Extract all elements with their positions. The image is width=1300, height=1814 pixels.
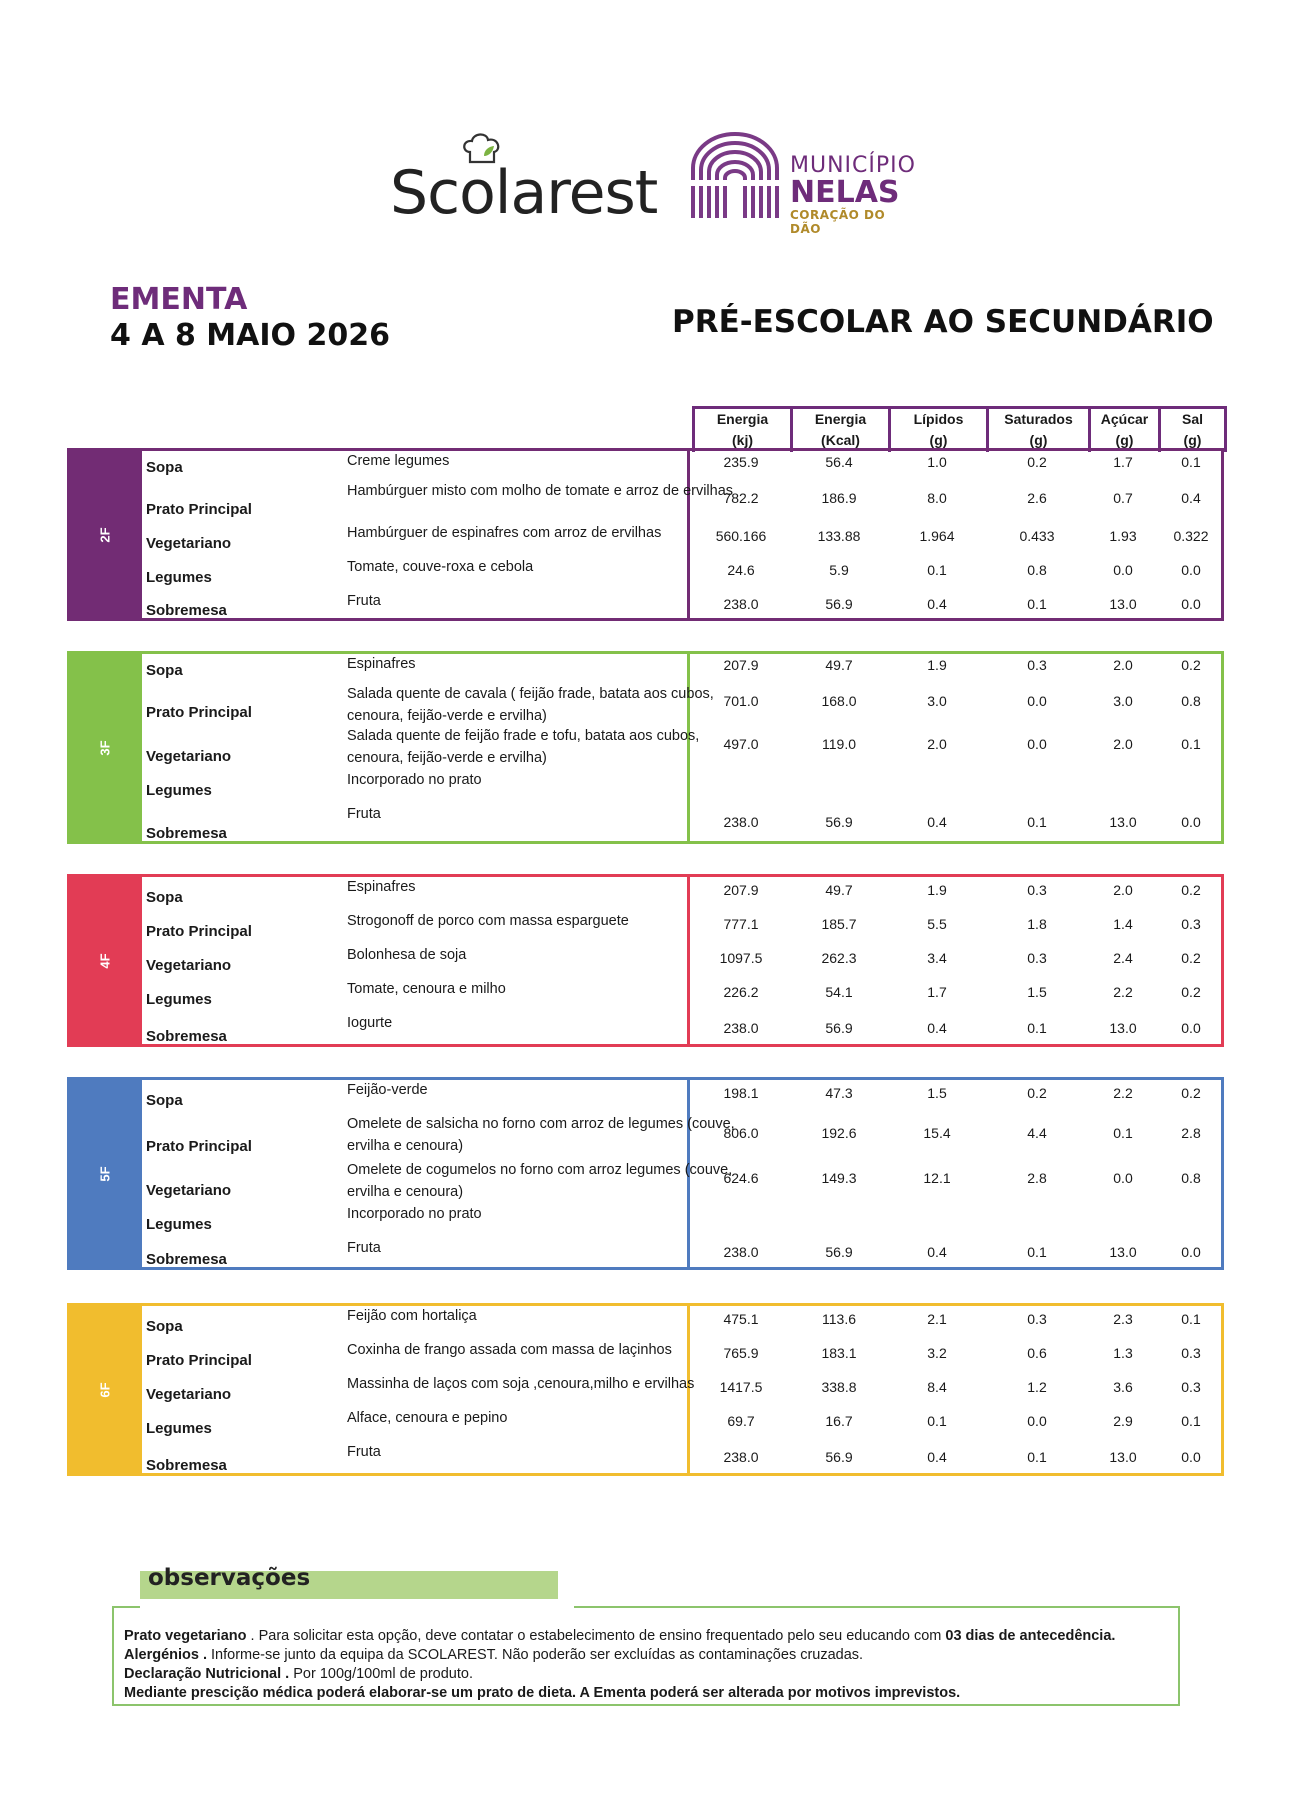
obs-line-dieta: Mediante prescição médica poderá elaborar-se um prato de dieta. A Ementa poderá ser alterada por motivos imprevistos.	[124, 1685, 961, 1701]
menu-row	[142, 1439, 1224, 1476]
meal-category: Vegetariano	[146, 535, 232, 552]
column-header-name: Sal	[1181, 411, 1203, 427]
nutrition-value: 1.9	[927, 882, 947, 898]
nutrition-value: 2.2	[1113, 984, 1133, 1000]
nutrition-value: 13.0	[1109, 595, 1137, 612]
nutrition-value: 0.0	[1113, 562, 1133, 578]
nutrition-value: 56.9	[825, 595, 853, 612]
nutrition-value: 0.1	[1027, 813, 1047, 830]
menu-row	[142, 1010, 1224, 1047]
nutrition-value: 56.9	[825, 1243, 853, 1260]
column-header-name: Energia	[814, 411, 867, 427]
obs-line-declaracao: Declaração Nutricional . Por 100g/100ml de produto.	[124, 1666, 473, 1682]
menu-row	[142, 723, 1224, 767]
nutrition-value: 0.1	[927, 1413, 947, 1429]
nutrition-value: 2.8	[1027, 1170, 1047, 1186]
nutrition-value: 0.2	[1181, 1085, 1201, 1101]
menu-row	[142, 1303, 1224, 1337]
nutrition-value: 54.1	[825, 984, 853, 1000]
nutrition-value: 12.1	[923, 1170, 951, 1186]
day-label: 5F	[97, 1165, 112, 1182]
nutrition-value: 149.3	[821, 1170, 857, 1186]
nelas-emblem-icon	[685, 128, 785, 224]
obs-line-alergenios: Alergénios . Informe-se junto da equipa da SCOLAREST. Não poderão ser excluídas as contaminações cruzadas.	[124, 1647, 864, 1663]
meal-category: Legumes	[146, 1420, 212, 1437]
nutrition-value: 0.8	[1181, 1170, 1201, 1186]
nutrition-value: 0.6	[1027, 1345, 1047, 1361]
menu-row	[142, 1201, 1224, 1235]
dish-name: Alface, cenoura e pepino	[347, 1410, 508, 1426]
nutrition-value: 192.6	[821, 1125, 857, 1141]
nutrition-value: 1.3	[1113, 1345, 1133, 1361]
column-header-unit: (g)	[1029, 432, 1048, 448]
nutrition-value: 765.9	[723, 1345, 759, 1361]
nutrition-value: 1.964	[919, 528, 955, 544]
nutrition-value: 0.1	[1181, 1413, 1201, 1429]
column-header	[989, 409, 1091, 452]
day-block	[67, 1303, 1224, 1476]
nutrition-value: 3.0	[927, 693, 947, 709]
dish-name: Hambúrguer de espinafres com arroz de ervilhas	[347, 525, 662, 541]
nutrition-value: 497.0	[723, 736, 759, 752]
nutrition-value: 1.7	[1113, 454, 1133, 470]
day-band	[67, 874, 142, 1047]
nutrition-value: 69.7	[727, 1413, 755, 1429]
nutrition-value: 0.1	[1113, 1125, 1133, 1141]
observacoes-heading: observações	[140, 1571, 558, 1599]
meal-category: Prato Principal	[146, 501, 252, 518]
nutrition-value: 0.3	[1027, 950, 1047, 966]
school-level: PRÉ-ESCOLAR AO SECUNDÁRIO	[672, 304, 1214, 340]
obs-line-vegetariano: Prato vegetariano . Para solicitar esta opção, deve contatar o estabelecimento de ensino frequentado pelo seu educando com 03 dias de antecedência.	[124, 1628, 1116, 1644]
nutrition-value: 782.2	[723, 490, 759, 506]
meal-category: Sopa	[146, 1092, 183, 1109]
nutrition-value: 0.322	[1173, 528, 1209, 544]
dish-name: Espinafres	[347, 879, 416, 895]
nutrition-value: 2.0	[1113, 657, 1133, 673]
meal-category: Sobremesa	[146, 1028, 227, 1045]
dish-name: Massinha de laços com soja ,cenoura,milho e ervilhas	[347, 1376, 695, 1392]
nutrition-value: 0.4	[927, 595, 947, 612]
dish-name: Fruta	[347, 1444, 381, 1460]
nutrition-value: 338.8	[821, 1379, 857, 1395]
menu-row	[142, 1077, 1224, 1111]
nutrition-value: 0.0	[1181, 562, 1201, 578]
meal-category: Vegetariano	[146, 957, 232, 974]
nutrition-column-header	[692, 406, 1227, 452]
column-header	[793, 409, 891, 452]
nutrition-value: 1097.5	[719, 950, 763, 966]
nutrition-value: 0.3	[1181, 1345, 1201, 1361]
nutrition-value: 1.5	[1027, 984, 1047, 1000]
nelas-wordmark: MUNICÍPIO NELAS CORAÇÃO DO DÃO	[790, 153, 916, 236]
dish-name: Incorporado no prato	[347, 1206, 482, 1222]
day-band	[67, 1303, 142, 1476]
nutrition-value: 4.4	[1027, 1125, 1047, 1141]
nutrition-value: 475.1	[723, 1311, 759, 1327]
day-block	[67, 448, 1224, 621]
nutrition-value: 1.93	[1109, 528, 1137, 544]
nutrition-value: 0.3	[1181, 1379, 1201, 1395]
nutrition-value: 1.2	[1027, 1379, 1047, 1395]
nutrition-value: 1.7	[927, 984, 947, 1000]
nutrition-value: 0.4	[927, 1448, 947, 1465]
nutrition-value: 0.1	[1181, 454, 1201, 470]
nutrition-value: 1417.5	[719, 1379, 763, 1395]
nutrition-value: 207.9	[723, 657, 759, 673]
menu-row	[142, 801, 1224, 844]
nutrition-value: 238.0	[723, 1019, 759, 1036]
dish-name: Hambúrguer misto com molho de tomate e arroz de ervilhas	[347, 483, 734, 499]
nutrition-value: 56.9	[825, 813, 853, 830]
day-label: 6F	[97, 1381, 112, 1398]
dish-name: Fruta	[347, 806, 381, 822]
day-band	[67, 448, 142, 621]
nutrition-value: 238.0	[723, 813, 759, 830]
nutrition-value: 3.6	[1113, 1379, 1133, 1395]
nutrition-value: 235.9	[723, 454, 759, 470]
nutrition-value: 0.0	[1181, 1019, 1201, 1036]
column-header-name: Lípidos	[913, 411, 964, 427]
nutrition-value: 16.7	[825, 1413, 853, 1429]
column-header	[1091, 409, 1161, 452]
dish-name: Coxinha de frango assada com massa de laçinhos	[347, 1342, 672, 1358]
nutrition-value: 238.0	[723, 1448, 759, 1465]
nutrition-value: 0.0	[1181, 813, 1201, 830]
menu-row	[142, 1371, 1224, 1405]
day-block	[67, 651, 1224, 844]
day-band	[67, 1077, 142, 1270]
nutrition-value: 0.4	[927, 1243, 947, 1260]
meal-category: Legumes	[146, 569, 212, 586]
meal-category: Sobremesa	[146, 1457, 227, 1474]
nutrition-value: 2.2	[1113, 1085, 1133, 1101]
nutrition-value: 701.0	[723, 693, 759, 709]
nutrition-value: 560.166	[715, 528, 767, 544]
meal-category: Prato Principal	[146, 1138, 252, 1155]
nutrition-value: 183.1	[821, 1345, 857, 1361]
menu-row	[142, 681, 1224, 723]
menu-row	[142, 908, 1224, 942]
meal-category: Vegetariano	[146, 748, 232, 765]
menu-row	[142, 976, 1224, 1010]
column-header	[1161, 409, 1227, 452]
column-header-unit: (kj)	[732, 432, 753, 448]
menu-row	[142, 767, 1224, 801]
nutrition-value: 207.9	[723, 882, 759, 898]
nutrition-value: 5.9	[829, 562, 849, 578]
nutrition-value: 1.0	[927, 454, 947, 470]
meal-category: Prato Principal	[146, 1352, 252, 1369]
nutrition-value: 5.5	[927, 916, 947, 932]
nutrition-value: 2.6	[1027, 490, 1047, 506]
dish-name: Omelete de cogumelos no forno com arroz legumes (couve, ervilha e cenoura)	[347, 1162, 733, 1200]
dish-name: Tomate, couve-roxa e cebola	[347, 559, 534, 575]
menu-row	[142, 520, 1224, 554]
nutrition-value: 1.9	[927, 657, 947, 673]
dish-name: Creme legumes	[347, 453, 450, 469]
nutrition-value: 0.0	[1027, 736, 1047, 752]
nutrition-value: 0.3	[1181, 916, 1201, 932]
observacoes-text	[124, 1627, 1164, 1703]
nutrition-value: 0.0	[1181, 1448, 1201, 1465]
nutrition-value: 56.9	[825, 1019, 853, 1036]
column-header-unit: (g)	[1115, 432, 1134, 448]
meal-category: Sopa	[146, 1318, 183, 1335]
column-header-name: Energia	[716, 411, 769, 427]
nutrition-value: 56.4	[825, 454, 853, 470]
nutrition-value: 3.0	[1113, 693, 1133, 709]
menu-row	[142, 1405, 1224, 1439]
column-header	[891, 409, 989, 452]
dish-name: Fruta	[347, 593, 381, 609]
nutrition-value: 2.0	[1113, 882, 1133, 898]
nutrition-value: 0.0	[1181, 1243, 1201, 1260]
nutrition-value: 0.1	[1181, 1311, 1201, 1327]
day-label: 2F	[97, 526, 112, 543]
day-block	[67, 874, 1224, 1047]
nutrition-value: 186.9	[821, 490, 857, 506]
date-range: 4 A 8 MAIO 2026	[110, 318, 390, 353]
dish-name: Salada quente de cavala ( feijão frade, batata aos cubos, cenoura, feijão-verde e ervilha)	[347, 686, 714, 723]
nutrition-value: 262.3	[821, 950, 857, 966]
nutrition-value: 133.88	[817, 528, 861, 544]
nutrition-value: 777.1	[723, 916, 759, 932]
nutrition-value: 0.0	[1181, 595, 1201, 612]
nutrition-value: 0.2	[1027, 1085, 1047, 1101]
nutrition-value: 238.0	[723, 1243, 759, 1260]
dish-name: Bolonhesa de soja	[347, 947, 467, 963]
nutrition-value: 2.0	[1113, 736, 1133, 752]
dish-name: Espinafres	[347, 656, 416, 672]
nutrition-value: 0.1	[1027, 595, 1047, 612]
nutrition-value: 0.0	[1113, 1170, 1133, 1186]
meal-category: Vegetariano	[146, 1386, 232, 1403]
meal-category: Sobremesa	[146, 1251, 227, 1268]
nutrition-value: 113.6	[822, 1311, 856, 1327]
nutrition-value: 47.3	[825, 1085, 853, 1101]
nutrition-value: 0.3	[1027, 1311, 1047, 1327]
column-header-name: Açúcar	[1100, 411, 1149, 427]
nutrition-value: 8.4	[927, 1379, 947, 1395]
nutrition-value: 24.6	[727, 562, 755, 578]
nutrition-value: 0.8	[1181, 693, 1201, 709]
column-header-unit: (g)	[929, 432, 948, 448]
menu-row	[142, 1235, 1224, 1270]
nutrition-value: 0.4	[1181, 490, 1201, 506]
nutrition-value: 13.0	[1109, 1448, 1137, 1465]
nutrition-value: 49.7	[825, 882, 853, 898]
column-header-name: Saturados	[1004, 411, 1073, 427]
nutrition-value: 3.2	[927, 1345, 947, 1361]
nutrition-value: 0.2	[1181, 882, 1201, 898]
menu-row	[142, 1157, 1224, 1201]
nutrition-value: 0.1	[1027, 1448, 1047, 1465]
nutrition-value: 2.3	[1113, 1311, 1133, 1327]
meal-category: Sobremesa	[146, 825, 227, 842]
meal-category: Legumes	[146, 1216, 212, 1233]
dish-name: Strogonoff de porco com massa esparguete	[347, 913, 629, 929]
nutrition-value: 0.2	[1181, 984, 1201, 1000]
nutrition-value: 2.4	[1113, 950, 1133, 966]
nutrition-value: 0.2	[1181, 657, 1201, 673]
nutrition-value: 0.4	[927, 813, 947, 830]
nutrition-value: 168.0	[821, 693, 857, 709]
day-block	[67, 1077, 1224, 1270]
nutrition-value: 185.7	[821, 916, 857, 932]
meal-category: Vegetariano	[146, 1182, 232, 1199]
menu-row	[142, 942, 1224, 976]
meal-category: Legumes	[146, 782, 212, 799]
nutrition-value: 2.9	[1113, 1413, 1133, 1429]
nutrition-value: 0.4	[927, 1019, 947, 1036]
dish-name: Incorporado no prato	[347, 772, 482, 788]
nutrition-value: 2.1	[927, 1311, 947, 1327]
nutrition-value: 0.2	[1181, 950, 1201, 966]
nutrition-value: 0.0	[1027, 693, 1047, 709]
nutrition-value: 0.8	[1027, 562, 1047, 578]
nutrition-value: 0.1	[1027, 1019, 1047, 1036]
meal-category: Sopa	[146, 662, 183, 679]
column-header-unit: (Kcal)	[821, 432, 860, 448]
dish-name: Feijão com hortaliça	[347, 1308, 477, 1324]
dish-name: Iogurte	[347, 1015, 393, 1031]
nutrition-value: 0.1	[1027, 1243, 1047, 1260]
nutrition-value: 3.4	[927, 950, 947, 966]
nutrition-value: 8.0	[927, 490, 947, 506]
meal-category: Legumes	[146, 991, 212, 1008]
menu-row	[142, 478, 1224, 520]
dish-name: Omelete de salsicha no forno com arroz de legumes (couve, ervilha e cenoura)	[347, 1116, 735, 1154]
nutrition-value: 1.8	[1027, 916, 1047, 932]
day-label: 3F	[97, 739, 112, 756]
dish-name: Fruta	[347, 1240, 381, 1256]
dish-name: Tomate, cenoura e milho	[347, 981, 506, 997]
menu-row	[142, 554, 1224, 588]
nutrition-value: 624.6	[723, 1170, 759, 1186]
nutrition-value: 198.1	[723, 1085, 759, 1101]
nutrition-value: 226.2	[723, 984, 759, 1000]
logos	[380, 120, 920, 236]
nutrition-value: 119.0	[822, 736, 856, 752]
nutrition-value: 0.3	[1027, 657, 1047, 673]
column-header-unit: (g)	[1183, 432, 1202, 448]
menu-row	[142, 448, 1224, 478]
nutrition-value: 0.3	[1027, 882, 1047, 898]
menu-row	[142, 1337, 1224, 1371]
nutrition-value: 15.4	[923, 1125, 951, 1141]
nutrition-value: 0.2	[1027, 454, 1047, 470]
meal-category: Prato Principal	[146, 704, 252, 721]
nutrition-value: 2.0	[927, 736, 947, 752]
day-label: 4F	[97, 952, 112, 969]
nutrition-value: 806.0	[723, 1125, 759, 1141]
chef-hat-icon	[460, 132, 506, 166]
nutrition-value: 0.433	[1019, 528, 1055, 544]
day-band	[67, 651, 142, 844]
menu-row	[142, 874, 1224, 908]
nutrition-value: 13.0	[1109, 813, 1137, 830]
nutrition-value: 1.5	[927, 1085, 947, 1101]
nutrition-value: 0.1	[1181, 736, 1201, 752]
nutrition-value: 0.1	[927, 562, 947, 578]
nutrition-value: 13.0	[1109, 1243, 1137, 1260]
nutrition-value: 2.8	[1181, 1125, 1201, 1141]
ementa-title: EMENTA	[110, 282, 248, 317]
nutrition-value: 56.9	[825, 1448, 853, 1465]
nutrition-value: 0.0	[1027, 1413, 1047, 1429]
nutrition-value: 49.7	[825, 657, 853, 673]
menu-row	[142, 1111, 1224, 1157]
dish-name: Salada quente de feijão frade e tofu, batata aos cubos, cenoura, feijão-verde e ervilha)	[347, 728, 700, 766]
nutrition-value: 13.0	[1109, 1019, 1137, 1036]
meal-category: Prato Principal	[146, 923, 252, 940]
column-header	[695, 409, 793, 452]
meal-category: Sopa	[146, 459, 183, 476]
nutrition-value: 1.4	[1113, 916, 1133, 932]
menu-row	[142, 588, 1224, 621]
meal-category: Sobremesa	[146, 602, 227, 619]
menu-row	[142, 651, 1224, 681]
scolarest-logo: Scolarest	[390, 158, 657, 228]
nutrition-value: 238.0	[723, 595, 759, 612]
nutrition-value: 0.7	[1113, 490, 1133, 506]
dish-name: Feijão-verde	[347, 1082, 428, 1098]
meal-category: Sopa	[146, 889, 183, 906]
